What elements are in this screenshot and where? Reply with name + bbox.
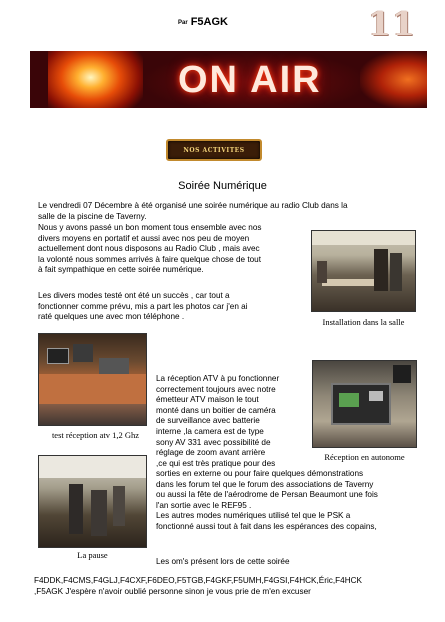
text-line: F4DDK,F4CMS,F4GLJ,F4CXF,F6DEO,F5TGB,F4GKF,F5UMH,F4GSI,F4HCK,Éric,F4HCK [34, 576, 363, 585]
text-line: monté dans un boitier de caméra [156, 405, 276, 415]
caption-atv-reception: test réception atv 1,2 Ghz [51, 430, 140, 440]
photo-break [38, 455, 147, 548]
text-line: Nous y avons passé un bon moment tous ensemble avec nos [38, 223, 262, 232]
text-line: l'an sortie avec le REF95 . [156, 500, 252, 510]
section-badge [166, 139, 262, 161]
text-line: ,ce qui est très pratique pour des [156, 458, 276, 468]
byline [178, 16, 228, 28]
text-line: Les autres modes numériques utilisé tel que le PSK a [156, 511, 351, 521]
text-line: émetteur ATV maison le tout [156, 395, 259, 405]
text-line: fonctionné aussi tout à fait dans les espérances des copains, [156, 521, 377, 531]
fire-graphic-right [360, 51, 427, 108]
text-line: correctement toujours avec notre [156, 384, 276, 394]
on-air-banner [30, 51, 427, 108]
text-line: divers moyens en portatif et aussi avec nos peu de moyen [38, 233, 250, 243]
article-title: Soirée Numérique [178, 180, 267, 192]
text-line: La réception ATV à pu fonctionner [156, 374, 280, 383]
paragraph-callsigns [34, 576, 362, 597]
paragraph-modes [38, 291, 248, 323]
author-name: F5AGK [190, 16, 228, 28]
caption-installation: Installation dans la salle [322, 317, 405, 327]
text-line: dans les forum tel que le forum des associations de Taverny [156, 479, 374, 489]
text-line: Les divers modes testé ont été un succès , car tout a [38, 291, 230, 300]
fire-graphic-left [48, 51, 143, 108]
text-line: réglage de zoom avant arrière [156, 448, 266, 458]
photo-installation [311, 230, 416, 312]
text-line: sony AV 331 avec possibilité de [156, 437, 271, 447]
caption-break: La pause [77, 550, 108, 560]
paragraph-evening [38, 223, 261, 276]
text-line: de surveillance avec batterie [156, 416, 260, 426]
text-line: ,F5AGK J'espère n'avoir oublié personne sinon je vous prie de m'en excuser [34, 586, 311, 596]
section-badge-label: NOS ACTIVITES [183, 146, 245, 154]
banner-title: ON AIR [178, 59, 322, 101]
text-line: interne ,la camera est de type [156, 426, 264, 436]
photo-autonomous-reception [312, 360, 417, 448]
text-line: à fait sympathique en cette soirée numérique. [38, 265, 204, 275]
text-line: la volonté nous sommes arrivés à faire quelque chose de tout [38, 254, 262, 264]
paragraph-atv [156, 374, 279, 469]
text-line: fonctionner comme prévu, mis a part les photos car j'en ai [38, 301, 248, 311]
page-number: 11 [368, 4, 416, 43]
text-line: ou aussi la fête de l'aérodrome de Persan Beaumont une fois [156, 490, 378, 500]
paragraph-outings [156, 469, 378, 533]
photo-atv-reception [38, 333, 147, 426]
byline-par: Par [178, 20, 188, 26]
text-line: Le vendredi 07 Décembre à été organisé une soirée numérique au radio Club dans la [38, 201, 348, 210]
text-line: salle de la piscine de Taverny. [38, 211, 147, 221]
paragraph-intro [38, 201, 348, 222]
paragraph-attendees-intro: Les om's présent lors de cette soirée [156, 557, 290, 566]
text-line: sorties en externe ou pour faire quelques démonstrations [156, 469, 364, 478]
text-line: actuellement dont nous disposons au Radio Club , mais avec [38, 244, 260, 254]
text-line: raté quelques une avec mon téléphone . [38, 312, 185, 322]
caption-autonomous-reception: Réception en autonome [324, 452, 405, 462]
